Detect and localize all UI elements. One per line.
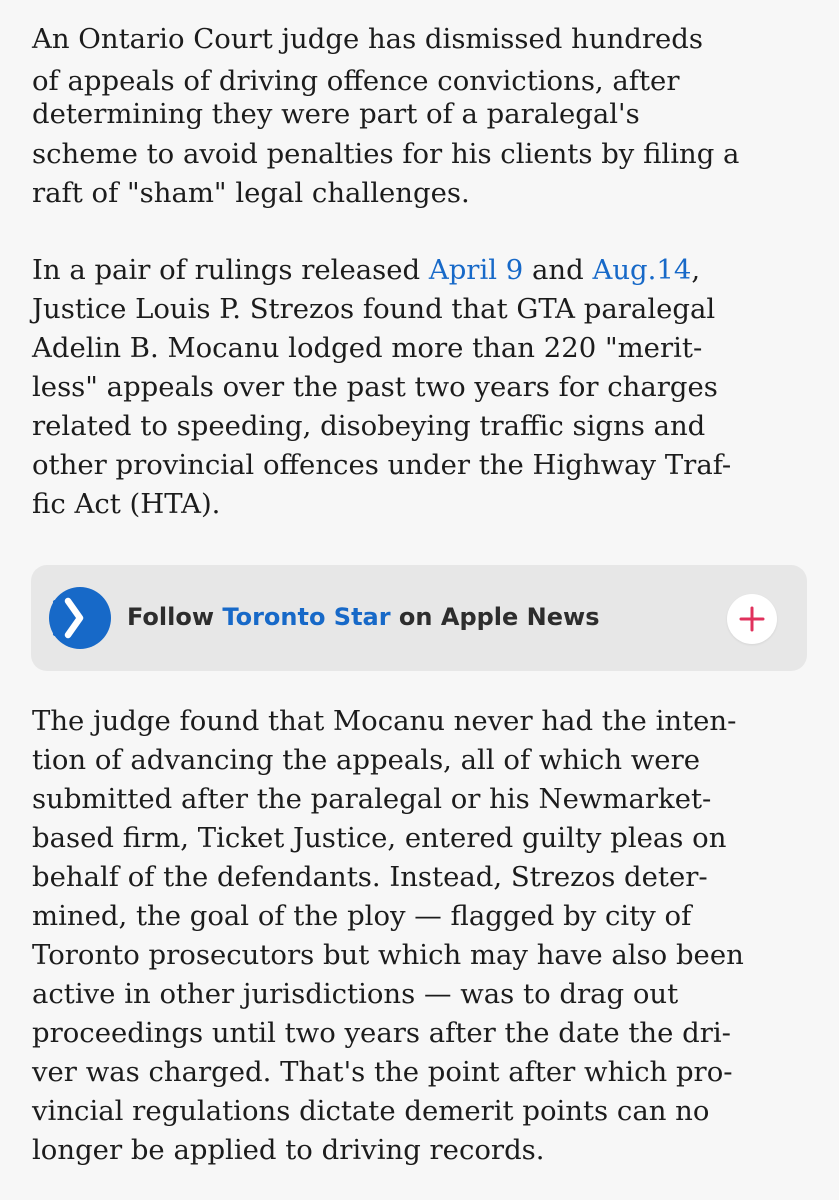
toronto-star-brand-name: Toronto Star xyxy=(222,603,391,631)
follow-prefix: Follow xyxy=(127,603,223,631)
text-line: behalf of the defendants. Instead, Strezos deter- xyxy=(32,861,708,893)
text-line: Toronto prosecutors but which may have also been xyxy=(32,939,744,971)
text-line: scheme to avoid penalties for his clients by filing a xyxy=(32,138,740,170)
text-line: mined, the goal of the ploy — flagged by city of xyxy=(32,900,692,932)
text-fragment: , xyxy=(691,254,701,286)
text-line: vincial regulations dictate demerit points can no xyxy=(32,1095,710,1127)
follow-suffix: on Apple News xyxy=(390,603,600,631)
follow-on-apple-news-card[interactable] xyxy=(31,565,807,671)
text-line: submitted after the paralegal or his Newmarket- xyxy=(32,783,712,815)
follow-plus-button[interactable] xyxy=(727,594,777,644)
text-line: based firm, Ticket Justice, entered guilty pleas on xyxy=(32,822,727,854)
text-line: Justice Louis P. Strezos found that GTA paralegal xyxy=(32,293,716,325)
text-line: An Ontario Court judge has dismissed hundreds xyxy=(32,23,704,55)
text-line: tion of advancing the appeals, all of which were xyxy=(32,744,701,776)
plus-icon xyxy=(739,606,765,632)
text-line: fic Act (HTA). xyxy=(32,488,221,520)
text-line: related to speeding, disobeying traffic signs and xyxy=(32,410,706,442)
text-line: other provincial offences under the Highway Traf- xyxy=(32,449,732,481)
text-line: longer be applied to driving records. xyxy=(32,1134,545,1166)
text-line: less" appeals over the past two years for charges xyxy=(32,371,718,403)
text-line: proceedings until two years after the date the dri- xyxy=(32,1017,731,1049)
text-fragment: and xyxy=(523,254,593,286)
text-line: Adelin B. Mocanu lodged more than 220 "merit- xyxy=(32,332,703,364)
text-line: determining they were part of a paralegal's xyxy=(32,98,640,130)
text-line-with-links xyxy=(32,254,701,286)
text-line: raft of "sham" legal challenges. xyxy=(32,177,470,209)
april-9-link[interactable]: April 9 xyxy=(428,254,524,286)
text-line: The judge found that Mocanu never had the inten- xyxy=(32,705,737,737)
apple-news-chevron-icon xyxy=(47,585,113,651)
text-line: ver was charged. That's the point after which pro- xyxy=(32,1056,733,1088)
follow-label xyxy=(127,605,599,629)
text-fragment: In a pair of rulings released xyxy=(32,254,429,286)
text-line: active in other jurisdictions — was to drag out xyxy=(32,978,679,1010)
text-line: of appeals of driving offence convictions, after xyxy=(32,65,680,97)
aug-14-link[interactable]: Aug.14 xyxy=(592,254,692,286)
